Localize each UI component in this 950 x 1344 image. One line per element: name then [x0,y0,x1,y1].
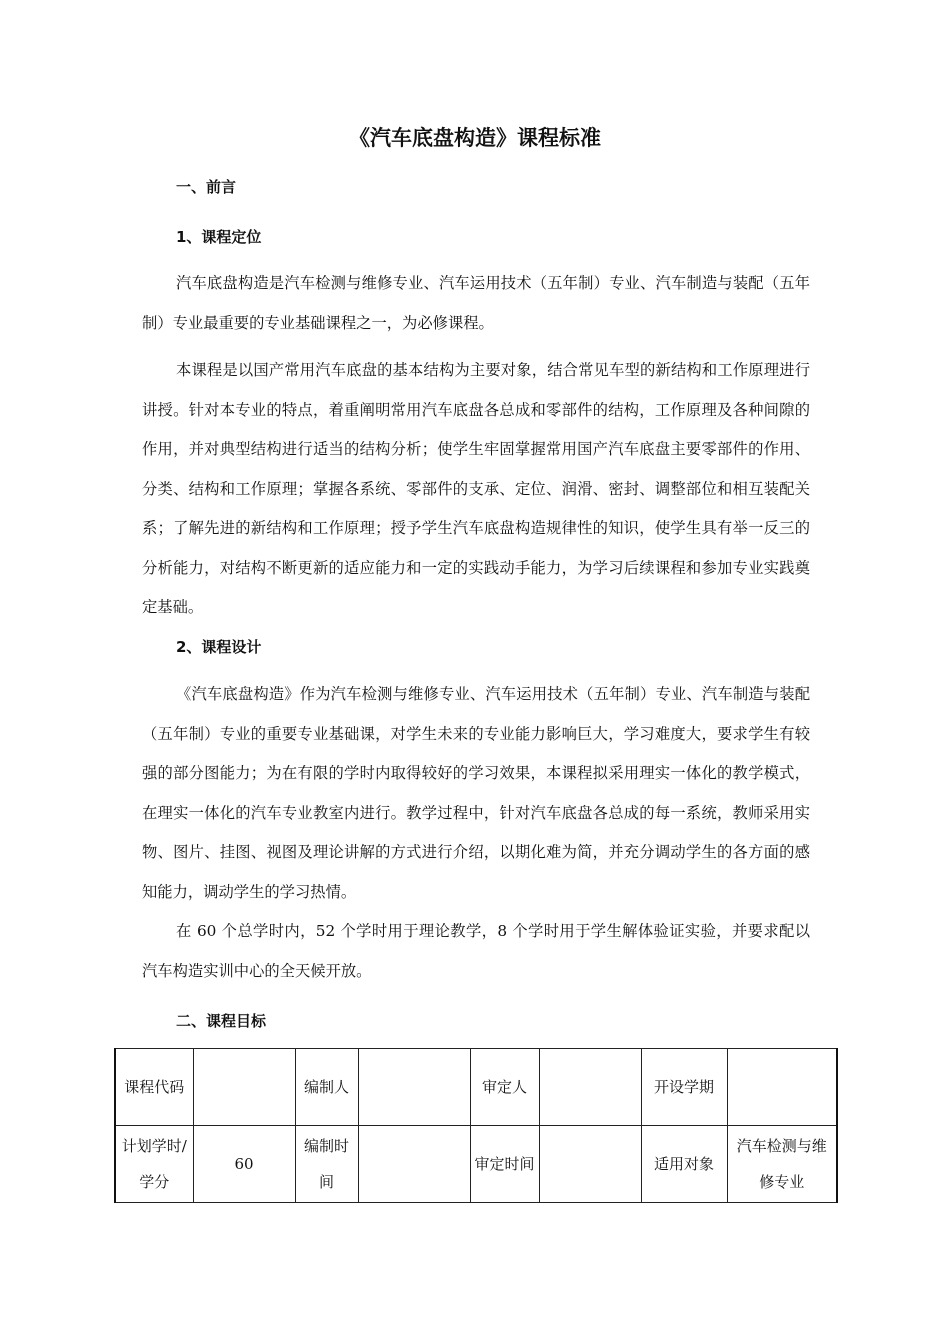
table-cell [727,1049,837,1126]
table-cell [358,1126,470,1203]
table-row [115,1049,837,1126]
table-cell: 适用对象 [641,1126,727,1203]
table-cell: 开设学期 [641,1049,727,1126]
paragraph-course-content: 本课程是以国产常用汽车底盘的基本结构为主要对象，结合常见车型的新结构和工作原理进行讲授。针对本专业的特点，着重阐明常用汽车底盘各总成和零部件的结构，工作原理及各种间隙的作用，并对典型结构进行适当的结构分析；使学生牢固掌握常用国产汽车底盘主要零部件的作用、分类、结构和工作原理；掌握各系统、零部件的支承、定位、润滑、密封、调整部位和相互装配关系；了解先进的新结构和工作原理；授予学生汽车底盘构造规律性的知识，使学生具有举一反三的分析能力，对结构不断更新的适应能力和一定的实践动手能力，为学习后续课程和参加专业实践奠定基础。 [142,361,810,616]
subsection-heading-design: 2、课程设计 [176,638,262,656]
table-row [115,1126,837,1203]
table-cell [539,1126,641,1203]
section-heading-objectives: 二、课程目标 [176,1012,267,1030]
table-cell: 课程代码 [115,1049,193,1126]
table-cell: 计划学时/学分 [115,1126,193,1203]
table-cell: 审定时间 [470,1126,539,1203]
table-cell [358,1049,470,1126]
course-info-table [114,1048,838,1203]
table-cell: 编制时间 [295,1126,358,1203]
table-cell: 汽车检测与维修专业 [727,1126,837,1203]
table-cell [193,1049,295,1126]
document-title: 《汽车底盘构造》课程标准 [349,126,601,150]
table-cell [539,1049,641,1126]
subsection-heading-positioning: 1、课程定位 [176,228,262,246]
paragraph-positioning: 汽车底盘构造是汽车检测与维修专业、汽车运用技术（五年制）专业、汽车制造与装配（五年制）专业最重要的专业基础课程之一，为必修课程。 [142,274,810,332]
table-cell: 编制人 [295,1049,358,1126]
paragraph-hours: 在 60 个总学时内，52 个学时用于理论教学，8 个学时用于学生解体验证实验，并要求配以汽车构造实训中心的全天候开放。 [142,922,810,980]
section-heading-preface: 一、前言 [176,178,237,196]
table-cell: 审定人 [470,1049,539,1126]
paragraph-course-design: 《汽车底盘构造》作为汽车检测与维修专业、汽车运用技术（五年制）专业、汽车制造与装配（五年制）专业的重要专业基础课，对学生未来的专业能力影响巨大，学习难度大，要求学生有较强的部分图能力；为在有限的学时内取得较好的学习效果，本课程拟采用理实一体化的教学模式，在理实一体化的汽车专业教室内进行。教学过程中，针对汽车底盘各总成的每一系统，教师采用实物、图片、挂图、视图及理论讲解的方式进行介绍，以期化难为简，并充分调动学生的各方面的感知能力，调动学生的学习热情。 [142,685,810,901]
table-cell: 60 [193,1126,295,1203]
